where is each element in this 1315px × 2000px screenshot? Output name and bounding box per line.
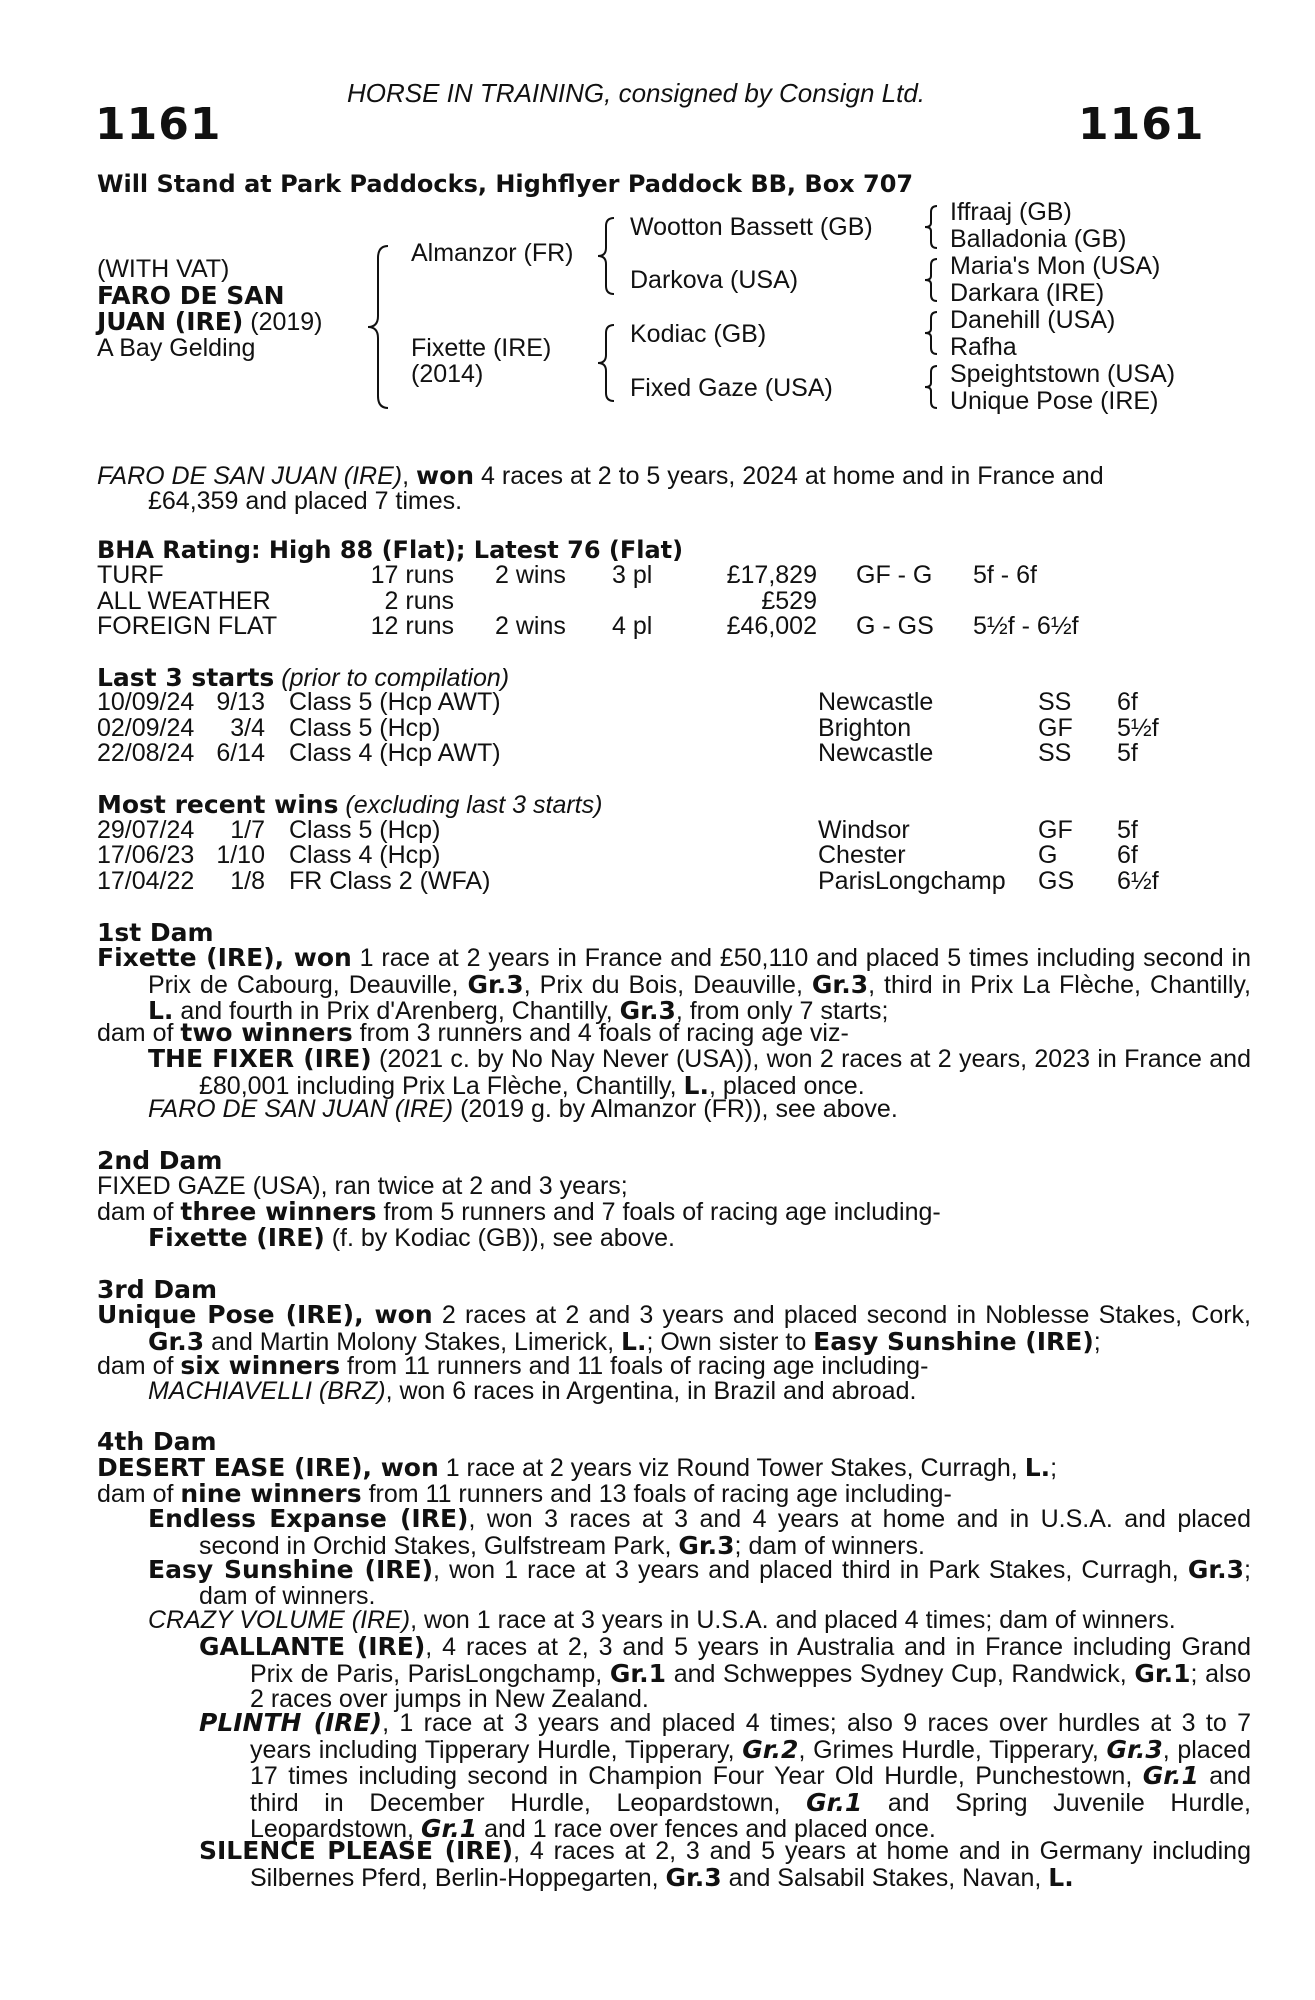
winners-count: nine winners [180,1479,362,1508]
recent-date: 29/07/24 [97,816,195,844]
recent-class: Class 5 (Hcp) [289,816,441,844]
progeny-name: MACHIAVELLI (BRZ) [148,1377,386,1405]
damof-text: from 11 runners and 13 foals of racing age including- [361,1480,952,1508]
progeny-name: Endless Expanse (IRE) [148,1504,469,1533]
recent-course: ParisLongchamp [818,867,1006,895]
grade-label: Gr.1 [806,1787,863,1817]
dam4-record [97,1455,1057,1482]
pedigree-brace-ds [920,310,942,356]
dam1-heading: 1st Dam [97,918,214,947]
progeny-name: Fixette (IRE) [148,1223,325,1252]
progeny-text: , won 1 race at 3 years in U.S.A. and placed 4 times; dam of winners. [410,1606,1176,1634]
last3-going: GF [1038,714,1073,742]
pedigree-sire-dam: Darkova (USA) [630,266,799,294]
damof-text: dam of [97,1480,181,1508]
dam1-text: and fourth in Prix d'Arenberg, Chantilly, [173,997,620,1025]
race-summary-line1 [97,463,1200,490]
last3-course: Newcastle [818,739,934,767]
progeny-text: , 4 races at 2, 3 and 5 years at home and in Germany including Silbernes Pferd, Berlin-Hoppegarten, [250,1837,1251,1892]
grade-label: Gr.3 [1106,1734,1163,1764]
grade-label: Gr.1 [1142,1761,1199,1790]
sister-name: Easy Sunshine (IRE) [813,1326,1094,1356]
pedigree-dam-dam: Fixed Gaze (USA) [630,374,833,402]
recent-distance: 6f [1117,841,1138,869]
grade-label: Gr.1 [1134,1658,1191,1688]
dam1-text: , Prix du Bois, Deauville, [523,970,812,999]
winners-count: two winners [180,1018,353,1047]
last3-title: Last 3 starts [97,663,275,692]
rating-runs: 12 runs [370,612,454,640]
summary-rest1: 4 races at 2 to 5 years, 2024 at home and in France and [474,462,1104,490]
progeny-text: , placed once. [708,1071,865,1100]
rating-type: ALL WEATHER [97,587,271,615]
progeny-text: and Spring Juvenile Hurdle, Leopardstown, [250,1788,1252,1843]
dam4-progeny-2 [148,1557,1251,1609]
rating-prize-money: £46,002 [726,612,817,640]
last3-course: Brighton [818,714,912,742]
recent-position: 1/7 [230,816,265,844]
progeny-text: , Grimes Hurdle, Tipperary, [798,1735,1107,1764]
damof-text: from 11 runners and 11 foals of racing age including- [340,1352,929,1380]
recent-date: 17/04/22 [97,867,195,895]
listed-label: L. [1048,1862,1074,1892]
dam2-record: FIXED GAZE (USA), ran twice at 2 and 3 years; [97,1172,628,1200]
pedigree-dsd: Rafha [950,333,1017,361]
recent-distance: 5f [1117,816,1138,844]
dam3-text: and Martin Molony Stakes, Limerick, [204,1327,622,1356]
dam4-name: DESERT EASE (IRE), won [97,1453,439,1482]
summary-won: won [416,461,475,490]
pedigree-ssd: Balladonia (GB) [950,225,1127,253]
dam2-progeny-1 [148,1225,675,1252]
dam1-produce-summary [97,1020,849,1047]
progeny-text: , 4 races at 2, 3 and 5 years in Australia and in France including Grand Prix de Paris, ParisLongchamp, [250,1633,1251,1688]
dam4-grandprogeny-3 [199,1838,1251,1891]
rating-placed: 4 pl [612,612,653,640]
recent-course: Windsor [818,816,910,844]
progeny-text: (f. by Kodiac (GB)), see above. [324,1224,675,1252]
last3-date: 22/08/24 [97,739,195,767]
last3-class: Class 4 (Hcp AWT) [289,739,501,767]
recent-distance: 6½f [1117,867,1159,895]
dam2-heading: 2nd Dam [97,1146,223,1175]
summary-horse-name: FARO DE SAN JUAN (IRE) [97,462,403,490]
pedigree-sire: Almanzor (FR) [411,239,574,267]
grade-label: Gr.2 [742,1734,799,1764]
listed-label: L. [1024,1453,1051,1482]
dam4-text: 1 race at 2 years viz Round Tower Stakes, Curragh, [438,1454,1025,1482]
last3-position: 3/4 [230,714,265,742]
last3-distance: 5f [1117,739,1138,767]
grade-label: Gr.3 [148,1326,205,1356]
progeny-text: , 1 race at 3 years and placed 4 times; also 9 races over hurdles at 3 to 7 years including Tipperary Hurdle, Tipperary, [250,1709,1251,1764]
horse-year: (2019) [243,308,323,336]
pedigree-ddd: Unique Pose (IRE) [950,387,1159,415]
dam4-grandprogeny-1 [199,1634,1251,1713]
grade-label: Gr.1 [609,1658,667,1688]
last3-date: 10/09/24 [97,688,195,716]
pedigree-brace-ss [920,204,942,250]
progeny-text: ; also 2 races over jumps in New Zealand. [250,1659,1251,1713]
recent-title: Most recent wins [97,790,339,819]
last3-distance: 6f [1117,688,1138,716]
rating-distance: 5f - 6f [973,561,1037,589]
progeny-name: PLINTH (IRE) [199,1708,383,1737]
dam4-progeny-1 [148,1506,1251,1559]
pedigree-dds: Speightstown (USA) [950,360,1176,388]
grade-label: Gr.1 [420,1814,478,1843]
damof-text: dam of [97,1352,181,1380]
rating-prize-money: £529 [761,587,817,615]
stand-location: Will Stand at Park Paddocks, Highflyer Paddock BB, Box 707 [97,170,914,198]
dam1-text: , third in Prix La Flèche, Chantilly, [868,970,1251,999]
dam3-name: Unique Pose (IRE), won [97,1300,433,1329]
rating-type: TURF [97,561,164,589]
recent-date: 17/06/23 [97,841,195,869]
pedigree-brace-sd [920,257,942,303]
rating-wins: 2 wins [495,561,566,589]
progeny-text: (2019 g. by Almanzor (FR)), see above. [453,1095,898,1123]
listed-label: L. [683,1070,709,1100]
damof-text: dam of [97,1198,181,1226]
grade-label: Gr.3 [811,969,869,999]
pedigree-brace-sire [594,216,620,296]
last3-position: 6/14 [216,739,265,767]
rating-runs: 17 runs [370,561,454,589]
grade-label: Gr.3 [619,996,676,1025]
listed-label: L. [148,996,174,1025]
dam3-produce-summary [97,1353,928,1380]
progeny-text: , placed 17 times including second in Champion Four Year Old Hurdle, Punchestown, [250,1735,1252,1790]
winners-count: three winners [180,1197,377,1226]
recent-going: G [1038,841,1058,869]
progeny-text: and 1 race over fences and placed once. [477,1815,936,1843]
horse-name-line2 [97,309,323,336]
pedigree-brace-main [364,244,394,410]
damof-text: dam of [97,1019,181,1047]
rating-wins: 2 wins [495,612,566,640]
last3-position: 9/13 [216,688,265,716]
progeny-name: CRAZY VOLUME (IRE) [148,1606,411,1634]
dam4-text: ; [1050,1454,1058,1482]
bha-rating-heading: BHA Rating: High 88 (Flat); Latest 76 (Flat) [97,536,684,564]
vat-note: (WITH VAT) [97,255,230,283]
rating-distance: 5½f - 6½f [973,612,1079,640]
progeny-text: ; dam of winners. [734,1531,925,1560]
last3-class: Class 5 (Hcp) [289,714,441,742]
pedigree-dam-sire: Kodiac (GB) [630,320,767,348]
pedigree-sds: Maria's Mon (USA) [950,252,1161,280]
last3-distance: 5½f [1117,714,1159,742]
recent-position: 1/8 [230,867,265,895]
dam1-progeny-2 [148,1097,898,1123]
progeny-text: (2021 c. by No Nay Never (USA)), won 2 races at 2 years, 2023 in France and £80,001 including Prix La Flèche, Chantilly, [199,1045,1251,1100]
recent-position: 1/10 [216,841,265,869]
consignment-line: HORSE IN TRAINING, consigned by Consign Ltd. [347,78,926,108]
dam1-progeny-1 [148,1046,1251,1099]
dam1-record [97,945,1251,1025]
dam4-grandprogeny-2 [199,1710,1251,1843]
pedigree-sdd: Darkara (IRE) [950,279,1105,307]
grade-label: Gr.3 [678,1530,735,1560]
dam3-text: 2 races at 2 and 3 years and placed second in Noblesse Stakes, Cork, [432,1301,1251,1329]
last3-going: SS [1038,688,1072,716]
progeny-text: and Schweppes Sydney Cup, Randwick, [666,1659,1135,1688]
pedigree-brace-dd [920,364,942,410]
dam3-text: ; [1093,1327,1101,1356]
recent-class: FR Class 2 (WFA) [289,867,491,895]
dam1-text: 1 race at 2 years in France and £50,110 and placed 5 times including second in Prix de Cabourg, Deauville, [148,944,1251,999]
horse-name-part: JUAN (IRE) [97,307,244,336]
pedigree-brace-dam [594,323,620,403]
dam1-name: Fixette (IRE), won [97,943,352,972]
horse-description: A Bay Gelding [97,334,256,362]
progeny-text: and Salsabil Stakes, Navan, [721,1863,1049,1892]
lot-number-left: 1161 [95,99,222,150]
winners-count: six winners [180,1351,341,1380]
damof-text: from 3 runners and 4 foals of racing age viz- [352,1019,849,1047]
progeny-name: Easy Sunshine (IRE) [148,1555,434,1584]
dam3-record [97,1302,1251,1355]
last3-going: SS [1038,739,1072,767]
pedigree-sire-sire: Wootton Bassett (GB) [630,213,873,241]
dam4-progeny-3 [148,1608,1176,1634]
recent-going: GS [1038,867,1075,895]
listed-label: L. [621,1326,647,1356]
summary-comma: , [402,462,417,490]
recent-going: GF [1038,816,1073,844]
lot-number-right: 1161 [1078,99,1205,150]
rating-runs: 2 runs [384,587,454,615]
progeny-text: ; dam of winners. [199,1556,1251,1610]
recent-course: Chester [818,841,906,869]
pedigree-sss: Iffraaj (GB) [950,198,1072,226]
dam2-produce-summary [97,1199,941,1226]
rating-type: FOREIGN FLAT [97,612,278,640]
pedigree-dam-line1: Fixette (IRE) [411,334,552,362]
race-summary-line2: £64,359 and placed 7 times. [148,487,463,515]
progeny-name: GALLANTE (IRE) [199,1632,426,1661]
dam1-text: , from only 7 starts; [675,997,889,1025]
horse-name-line1: FARO DE SAN [97,281,285,310]
rating-going: GF - G [856,561,933,589]
progeny-name: FARO DE SAN JUAN (IRE) [148,1095,454,1123]
last3-date: 02/09/24 [97,714,195,742]
grade-label: Gr.3 [665,1862,722,1892]
dam4-heading: 4th Dam [97,1427,217,1456]
recent-heading [97,792,602,819]
recent-note: (excluding last 3 starts) [338,791,603,819]
grade-label: Gr.3 [467,969,524,999]
progeny-text: , won 1 race at 3 years and placed third in Park Stakes, Curragh, [433,1556,1188,1584]
progeny-text: , won 6 races in Argentina, in Brazil and abroad. [385,1377,917,1405]
dam3-text: ; Own sister to [646,1327,814,1356]
rating-placed: 3 pl [612,561,653,589]
pedigree-dss: Danehill (USA) [950,306,1116,334]
pedigree-dam-line2: (2014) [411,360,484,388]
rating-prize-money: £17,829 [726,561,817,589]
progeny-text: and third in December Hurdle, Leopardstown, [250,1762,1251,1817]
last3-note: (prior to compilation) [274,664,510,692]
dam3-heading: 3rd Dam [97,1275,217,1304]
progeny-name: SILENCE PLEASE (IRE) [199,1836,514,1865]
progeny-text: , won 3 races at 3 and 4 years at home and in U.S.A. and placed second in Orchid Stakes, Gulfstream Park, [199,1505,1251,1560]
rating-going: G - GS [856,612,934,640]
progeny-name: THE FIXER (IRE) [148,1044,372,1073]
recent-class: Class 4 (Hcp) [289,841,441,869]
dam3-progeny-1 [148,1379,916,1405]
damof-text: from 5 runners and 7 foals of racing age including- [376,1198,941,1226]
grade-label: Gr.3 [1187,1555,1245,1584]
last3-class: Class 5 (Hcp AWT) [289,688,501,716]
last3-course: Newcastle [818,688,934,716]
